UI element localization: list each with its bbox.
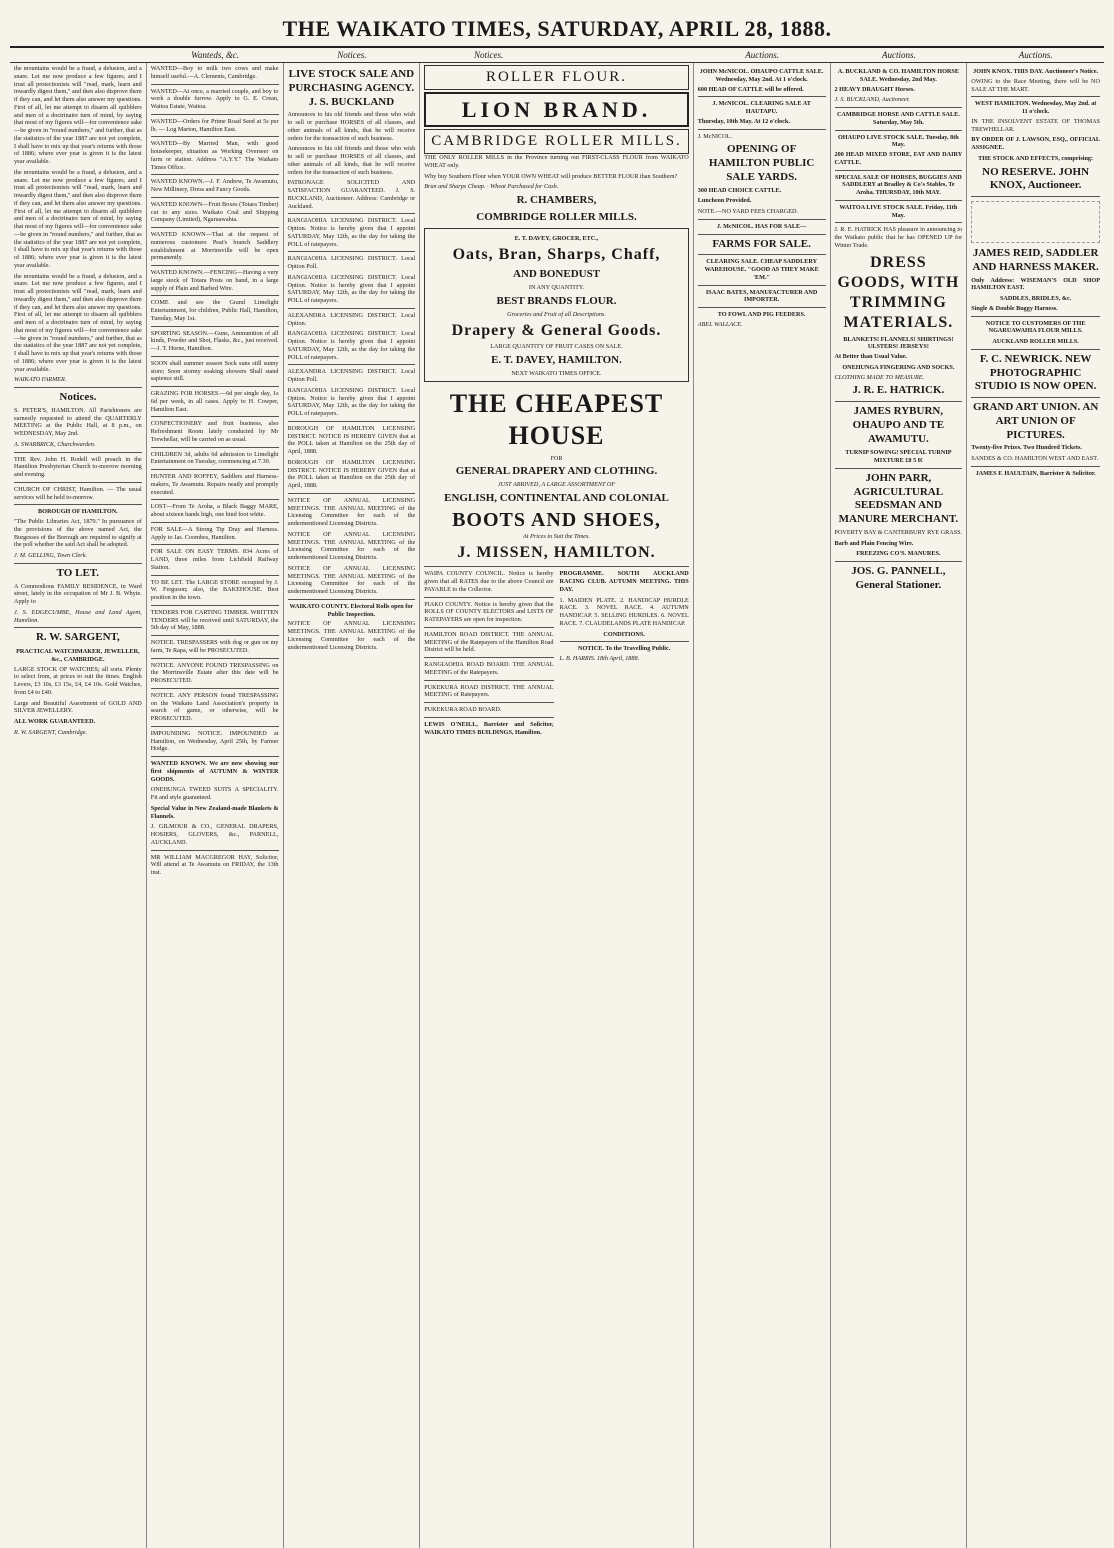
column-4-5 [420, 63, 694, 1548]
auction: ISAAC BATES, MANUFACTURER AND IMPORTER. [705, 288, 818, 304]
notice: CHURCH OF CHRIST, Hamilton. — The usual services will be held to-morrow. [14, 485, 142, 501]
eng-line: ENGLISH, CONTINENTAL AND COLONIAL [444, 491, 669, 504]
lion-brand-title: LION BRAND. [424, 92, 689, 128]
auction: At Better than Usual Value. [834, 353, 908, 360]
groceries-line: Groceries and Fruit of all Descriptions. [507, 310, 606, 318]
auction: J. R. E. HATRICK. [852, 384, 945, 397]
auction: CLOTHING MADE TO MEASURE. [834, 373, 925, 381]
classified-ad: FOR SALE ON EASY TERMS. 834 Acres of LAND, three miles from Lichfield Railway Station. [150, 548, 279, 571]
notice-heading: LIVE STOCK SALE AND PURCHASING AGENCY. J. S. BUCKLAND [288, 68, 415, 108]
notice: LARGE STOCK OF WATCHES; all sorts. Plenty to select from, at prices to suit the times. English Levers, £3 10s, £3 15s, £4, £4 10s. Gold Watches, from £4 to £40. [14, 665, 142, 696]
classified-ad: NOTICE. ANY PERSON found TRESPASSING on the Waikato Land Association's property in search of game, or otherwise, will be PROSECUTED. [150, 691, 279, 722]
auction: JAMES REID, SADDLER AND HARNESS MAKER. [972, 247, 1099, 273]
auction: GRAND ART UNION. AN ART UNION OF PICTURES. [972, 401, 1099, 441]
notices-heading: Notices. [59, 391, 97, 403]
notice: "The Public Libraries Act, 1879." In pursuance of the provisions of the above named Act, the Burgesses of the Borough are required to signify at the poll whether the said Act shall be adopted. [14, 518, 142, 549]
classified-ad: COME and see the Grand Limelight Entertainment, for children, Public Hall, Hamilton, Tuesday, May 1st. [150, 299, 279, 322]
auction: JAMES RYBURN, OHAUPO AND TE AWAMUTU. [852, 405, 945, 445]
auction: TURNIP SOWING! SPECIAL TURNIP MIXTURE £8 5 0! [845, 449, 952, 464]
auction: 600 HEAD OF CATTLE will be offered. [697, 85, 804, 93]
auction: OWING to the Race Meeting, there will be NO SALE AT THE MART. [971, 77, 1100, 93]
auction: DRESS GOODS, WITH TRIMMING MATERIALS. [837, 253, 960, 331]
auction: IN THE INSOLVENT ESTATE OF THOMAS TREWHELLAR. [971, 117, 1100, 133]
classified-ad: CHILDREN 3d, adults 6d admission to Limelight Entertainment on Tuesday, commencing at 7.30. [150, 450, 279, 466]
col-header-7: Auctions. [882, 50, 916, 60]
notice: RANGIAOHIA LICENSING DISTRICT. Local Option. Notice is hereby given that I appoint SATURDAY, May 12th, as the day for taking the POLL of ratepayers. [287, 217, 416, 248]
classified-ad: FOR SALE—A Strong Tip Dray and Harness. Apply to Jas. Coombes, Hamilton. [150, 525, 279, 541]
notice-signature: A. SWARBRICK, Churchwarden. [14, 440, 96, 448]
auction: Single & Double Buggy Harness. [971, 304, 1058, 312]
notice: NOTICE OF ANNUAL LICENSING MEETINGS. THE ANNUAL MEETING of the Licensing Committee for each of the undermentioned Licensing Districts. [287, 620, 416, 651]
auction: OPENING OF HAMILTON PUBLIC SALE YARDS. [708, 143, 815, 183]
prices-line: At Prices to Suit the Times. [522, 532, 591, 540]
notice: NOTICE OF ANNUAL LICENSING MEETINGS. THE ANNUAL MEETING of the Licensing Committee for each of the undermentioned Licensing Districts. [287, 496, 416, 527]
auction: BLANKETS! FLANNELS! SHIRTINGS! ULSTERS! JERSEYS! [843, 335, 954, 351]
notice: RANGIAOHIA LICENSING DISTRICT. Local Option Poll. [287, 255, 416, 270]
lower-left [424, 570, 553, 739]
notice-heading: BOROUGH OF HAMILTON. [38, 508, 118, 516]
auction: Twenty-five Prizes. Two Hundred Tickets. [971, 444, 1082, 452]
notice: PUKEKURA ROAD DISTRICT. THE ANNUAL MEETING of Ratepayers. [424, 683, 554, 699]
auction: CLEARING SALE. CHEAP SADDLERY WAREHOUSE. "GOOD AS THEY MAKE 'EM." [704, 258, 819, 281]
article-text: the mountains would be a fraud, a delusion, and a snare. Let me now produce a few figures, and I trust all protectionists will "read, mark, learn and inwardly digest them," and then also disprove them if they can, and let them also answer my questions. First of all, let me attempt to disarm all quibblers and men of a doctrinaire turn of mind, by saying that most of my figures will—for convenience sake—be given in "round numbers," and further, that as the statistics of the year 1887 are not yet complete, I shall have to mix up that year's returns with those of 1886; where ever year is given it is the latest year available. [14, 168, 142, 269]
col-header-8: Auctions. [1018, 50, 1053, 60]
notice: ALEXANDRA LICENSING DISTRICT. Local Option. [287, 311, 416, 327]
auction: TO FOWL AND PIG FEEDERS. [717, 311, 806, 318]
auction: BY ORDER OF J. LAWSON, ESQ., OFFICIAL ASSIGNEE. [971, 136, 1100, 151]
notice: WAIPA COUNTY COUNCIL. Notice is hereby given that all RATES due to the above Council are PAYABLE to the Collector. [424, 570, 554, 593]
notice: A Commodious FAMILY RESIDENCE, in Ward street, lately in the occupation of Mr J. B. Whyte. Apply to [14, 582, 142, 605]
classified-ad: HUNTER AND ROFFEY, Saddlers and Harness-makers, Te Awamutu. Repairs neatly and promptly executed. [150, 473, 279, 496]
classified-ad: WANTED KNOWN.—J. F. Andrew, Te Awamutu, New Millinery, Dress and Fancy Goods. [150, 178, 279, 193]
auction: Barb and Plain Fencing Wire. [834, 539, 914, 547]
article-signoff: WAIKATO FARMER. [14, 376, 67, 384]
auction: ABEL WALLACE. [697, 320, 743, 328]
racing-races: 1. MAIDEN PLATE. 2. HANDICAP HURDLE RACE. 3. NOVEL RACE. 4. AUTUMN HANDICAP. 5. SELLING HURDLES. 6. NOVEL RACE. 7. CLAUDELANDS PLATE HANDICAP. [559, 596, 689, 627]
col-header-3: Notices. [337, 50, 367, 60]
auction: 2 HEAVY DRAUGHT Horses. [834, 85, 915, 93]
oats-line: Oats, Bran, Sharps, Chaff, [452, 246, 661, 264]
travel-notice: NOTICE. To the Travelling Public. [577, 645, 671, 653]
auction: SANDES & CO. HAMILTON WEST AND EAST. [971, 455, 1099, 462]
classified-ad: WANTED—At once, a married couple, and boy to work a double furrow. Apply to G. E. Crean, Waitoa Estate, Waitoa. [150, 87, 279, 110]
quantity-line: IN ANY QUANTITY. [528, 284, 585, 291]
col-header-4: Notices. [474, 50, 504, 60]
auction: JOHN PARR, AGRICULTURAL SEEDSMAN AND MANURE MERCHANT. [838, 471, 959, 525]
lower-notices [424, 570, 689, 739]
davey-ad [424, 228, 689, 382]
tolet-heading: TO LET. [56, 566, 100, 579]
auction: Only Address: WISEMAN'S OLD SHOP HAMILTON EAST. [971, 276, 1100, 292]
classified-ad: NOTICE. TRESPASSERS with dog or gun on my farm, Te Rapa, will be PROSECUTED. [150, 639, 279, 654]
classified-ad: Special Value in New Zealand-made Blankets & Flannels. [150, 804, 279, 820]
sargent-heading: R. W. SARGENT, [35, 631, 120, 644]
notice: Announces to his old friends and those who wish to sell or purchase HORSES of all classes, and other animals of all kinds, that he will receive orders for the transaction of such business. [287, 145, 416, 176]
notice: BOROUGH OF HAMILTON LICENSING DISTRICT. NOTICE IS HEREBY GIVEN that at the POLL taken at Hamilton on the 25th day of April, 1888. [287, 458, 416, 489]
classified-ad: CONFECTIONERY and fruit business, also Refreshment Room lately conducted by Mr Trewhellar, will be carried on as usual. [150, 420, 279, 443]
notice: BOROUGH OF HAMILTON LICENSING DISTRICT. NOTICE IS HEREBY GIVEN that at the POLL taken at Hamilton on the 25th day of April, 1888. [287, 424, 416, 455]
auction: THE STOCK AND EFFECTS, comprising: [978, 154, 1094, 162]
ad-text: Why buy Southern Flour when YOUR OWN WHEAT will produce BETTER FLOUR than Southern? [424, 172, 678, 180]
auction: NOTICE TO CUSTOMERS OF THE NGARUAWAHIA FLOUR MILLS. [985, 319, 1086, 335]
classified-ad: TO BE LET. The LARGE STORE occupied by J. W. Ferguson; also, the BAKEHOUSE. Best position in the town. [150, 578, 279, 601]
classified-ad: WANTED KNOWN. We are now showing our first shipments of AUTUMN & WINTER GOODS. [150, 760, 279, 783]
auction: SADDLES, BRIDLES, &c. [999, 295, 1072, 302]
auction: ONEHUNGA FINGERING AND SOCKS. [842, 363, 955, 371]
classified-ad: SPORTING SEASON.—Guns, Ammunition of all kinds, Powder and Shot, Flasks, &c., just received.—J. T. Horne, Hamilton. [150, 329, 279, 352]
cheapest-house-title: THE CHEAPEST HOUSE [449, 388, 664, 450]
auction: JAMES F. HAULTAIN, Barrister & Solicitor. [975, 469, 1096, 477]
classified-ad: TENDERS FOR CARTING TIMBER. WRITTEN TENDERS will be received until SATURDAY, the 5th day of May, 1888. [150, 608, 279, 632]
auction: F. C. NEWRICK. NEW PHOTOGRAPHIC STUDIO IS NOW OPEN. [974, 352, 1097, 393]
notice: RANGIAOHIA LICENSING DISTRICT. Local Option. Notice is hereby given that I appoint SATURDAY, May 12th, as the day for taking the POLL of ratepayers. [287, 386, 416, 417]
auction: J. McNICOL. HAS FOR SALE— [716, 222, 807, 230]
travel-signature: L. B. HARRIS. 18th April, 1888. [559, 655, 640, 662]
classified-ad: SOON shall summer season Sock suns still sunny store; Soon stormy soaking showers Shall stand sapience still. [150, 359, 279, 383]
classified-ad: IMPOUNDING NOTICE. IMPOUNDED at Hamilton, on Wednesday, April 25th, by Farmer Hodge. [150, 729, 279, 753]
auction: WEST HAMILTON. Wednesday, May 2nd. at 11 o'clock. [974, 100, 1097, 115]
column-6 [694, 63, 831, 1548]
col-header-6: Auctions. [745, 50, 779, 60]
classified-ad: ONEHUNGA TWEED SUITS A SPECIALITY. Fit and style guaranteed. [150, 786, 279, 801]
davey-top: E. T. DAVEY, GROCER, ETC., [514, 234, 599, 242]
column-1 [10, 63, 147, 1548]
notice: S. PETER'S, HAMILTON. All Parishioners are earnestly requested to attend the QUARTERLY MEETING at the Public Hall, at 8 p.m., on WEDNESDAY, May 2nd. [14, 406, 142, 437]
for-line: FOR [550, 454, 563, 462]
racing-programme: PROGRAMME. SOUTH AUCKLAND RACING CLUB. AUTUMN MEETING. THIS DAY. [559, 570, 689, 593]
classified-ad: WANTED—Orders for Prime Road Seed at 5s per lb. — Log Marton, Hamilton East. [150, 117, 279, 133]
article-text: the mountains would be a fraud, a delusion, and a snare. Let me now produce a few figures, and I trust all protectionists will "read, mark, learn and inwardly digest them," and then also disprove them if they can, and let them also answer my questions. First of all, let me attempt to disarm all quibblers and men of a doctrinaire turn of mind, by saying that most of my figures will—for convenience sake—be given in "round numbers," and further, that as the statistics of the year 1887 are not yet complete, I shall have to mix up that year's returns with those of 1886; where ever year is given it is the latest year available. [14, 272, 142, 373]
auction: NO RESERVE. JOHN KNOX, Auctioneer. [982, 165, 1090, 192]
auction: OHAUPO LIVE STOCK SALE. Tuesday, 8th May. [837, 133, 959, 149]
column-8 [967, 63, 1104, 1548]
auction: FARMS FOR SALE. [712, 237, 811, 250]
notice: RANGIAOHIA ROAD BOARD. THE ANNUAL MEETING of the Ratepayers. [424, 661, 554, 676]
notice: HAMILTON ROAD DISTRICT. THE ANNUAL MEETING of the Ratepayers of the Hamilton Road District will be held. [424, 630, 554, 654]
notice: NOTICE OF ANNUAL LICENSING MEETINGS. THE ANNUAL MEETING of the Licensing Committee for each of the undermentioned Licensing Districts. [287, 530, 416, 561]
auction: CAMBRIDGE HORSE AND CATTLE SALE. Saturday, May 5th. [836, 111, 960, 126]
auction: Thursday, 10th May. At 12 o'clock. [697, 117, 790, 125]
column-2 [147, 63, 284, 1548]
notice: Announces to his old friends and those who wish to sell or purchase HORSES of all classes, and other animals of all kinds, that he will receive orders for the transaction of such business. [287, 111, 416, 142]
auction: NOTE.—NO YARD FEES CHARGED. [697, 208, 799, 215]
classified-ad: GRAZING FOR HORSES.—6d per single day, 1s 6d per week, in all cases. Apply to H. Cowper, Hamilton East. [150, 390, 279, 413]
notice-signature: R. W. SARGENT, Cambridge. [14, 728, 88, 736]
columns [10, 63, 1104, 1548]
auction: JOHN McNICOL. OHAUPO CATTLE SALE. Wednesday, May 2nd. At 1 o'clock. [699, 68, 824, 83]
classified-ad: LOST—From Te Aroha, a Black Baggy MARE, about sixteen hands high, one hind foot white. [150, 503, 279, 518]
notice: PUKEKURA ROAD BOARD. [424, 706, 502, 713]
classified-ad: WANTED—Boy to milk two cows and make himself useful.—A. Clements, Cambridge. [150, 65, 279, 80]
column-7 [831, 63, 968, 1548]
notice: THE Rev. John H. Rodell will preach in the Hamilton Presbyterian Church to-morrow morning and evening. [14, 455, 142, 478]
auction: JOHN KNOX. THIS DAY. Auctioneer's Notice. [973, 68, 1099, 75]
auction: SPECIAL SALE OF HORSES, BUGGIES AND SADDLERY at Bradley & Co's Stables, Te Aroha. THURSDAY, 10th MAY. [835, 173, 962, 196]
auction: FREEZING CO'S. MANURES. [856, 550, 941, 558]
classified-ad: WANTED—By Married Man, with good housekeeper, situation as Working Overseer on farm or station. Address "A.Y.Y." The Waikato Times Office. [150, 140, 279, 171]
mills-name: COMBRIDGE ROLLER MILLS. [476, 210, 637, 223]
mills-title: CAMBRIDGE ROLLER MILLS. [424, 129, 689, 154]
missen-name: J. MISSEN, HAMILTON. [457, 544, 656, 562]
conditions-heading: CONDITIONS. [603, 630, 645, 638]
auction: J. McNICOL. [697, 132, 732, 140]
davey-name: E. T. DAVEY, HAMILTON. [491, 354, 622, 366]
notice: RANGIAOHIA LICENSING DISTRICT. Local Option. Notice is hereby given that I appoint SATURDAY, May 12th, as the day for taking the POLL of ratepayers. [287, 273, 416, 304]
notice: PIAKO COUNTY. Notice is hereby given that the ROLLS OF COUNTY ELECTORS and LISTS OF RATEPAYERS are open for inspection. [424, 600, 554, 623]
classified-ad: MR WILLIAM MACGREGOR HAY, Solicitor, Will attend at Te Awamutu on FRIDAY, the 13th inst. [150, 853, 279, 876]
sargent-sub: PRACTICAL WATCHMAKER, JEWELLER, &c., CAMBRIDGE. [16, 648, 140, 663]
next-line: NEXT WAIKATO TIMES OFFICE. [511, 369, 602, 377]
masthead: THE WAIKATO TIMES, SATURDAY, APRIL 28, 1888. [10, 6, 1104, 48]
classified-ad: WANTED KNOWN—Fruit Boxes (Totara Timber) cut to any sizes. Waikato Coal and Shipping Company (Limited), Ngaruawahia. [150, 200, 279, 224]
notice: PATRONAGE SOLICITED AND SATISFACTION GUARANTEED. J. S. BUCKLAND, Auctioneer. Address: Cambridge or Auckland. [287, 179, 416, 210]
auction: Luncheon Provided. [697, 197, 752, 205]
ad-text: THE ONLY ROLLER MILLS in the Province turning out FIRST-CLASS FLOUR from WAIKATO WHEAT only. [424, 154, 689, 169]
notice: RANGIAOHIA LICENSING DISTRICT. Local Option. Notice is hereby given that I appoint SATURDAY, May 12th, as the day for taking the POLL of ratepayers. [287, 330, 416, 361]
bonedust-line: AND BONEDUST [512, 268, 601, 281]
notice: LEWIS O'NEILL, Barrister and Solicitor, WAIKATO TIMES BUILDINGS, Hamilton. [424, 720, 554, 736]
auction: 300 HEAD CHOICE CATTLE. [697, 186, 782, 194]
ad-text: Bran and Sharps Cheap. · Wheat Purchased for Cash. [424, 183, 559, 191]
drapery-line: Drapery & General Goods. [451, 322, 662, 340]
notice: NOTICE OF ANNUAL LICENSING MEETINGS. THE ANNUAL MEETING of the Licensing Committee for each of the undermentioned Licensing Districts. [287, 564, 416, 595]
notice: Large and Beautiful Assortment of GOLD AND SILVER JEWELLERY. [14, 699, 142, 715]
general-line: GENERAL DRAPERY AND CLOTHING. [455, 465, 658, 478]
notice: ALEXANDRA LICENSING DISTRICT. Local Option Poll. [287, 368, 416, 383]
auction: J. S. BUCKLAND, Auctioneer. [834, 96, 910, 104]
auction: POVERTY BAY & CANTERBURY RYE GRASS. [834, 528, 963, 536]
col-header-1 [10, 48, 147, 62]
saddle-engraving [971, 201, 1100, 243]
auction: WAITOA LIVE STOCK SALE. Friday, 11th May. [839, 203, 958, 219]
col-header-2: Wanteds, &c. [191, 50, 240, 60]
auction: J. R. E. HATRICK HAS pleasure in announcing to the Waikato public that he has OPENED UP for Winter Trade. [834, 226, 963, 249]
fruit-line: LARGE QUANTITY OF FRUIT CASES ON SALE. [490, 343, 623, 351]
auction: A. BUCKLAND & CO. HAMILTON HORSE SALE. Wednesday, 2nd May. [837, 68, 959, 83]
arrived-line: JUST ARRIVED, A LARGE ASSORTMENT OF [497, 481, 616, 488]
notice-signature: J. S. EDGECUMBE, House and Land Agent, Hamilton. [14, 608, 142, 624]
classified-ad: WANTED KNOWN—That at the request of numerous customers Peat's branch Saddlery establishment at Morrinsville will be open permanently. [150, 231, 279, 262]
auction: JOS. G. PANNELL, General Stationer. [851, 565, 946, 591]
classified-ad: NOTICE. ANYONE FOUND TRESPASSING on the Morrinsville Estate after this date will be PROSECUTED. [150, 661, 279, 684]
auction: 200 HEAD MIXED STORE, FAT AND DAIRY CATTLE. [834, 151, 963, 166]
lower-right [560, 570, 689, 739]
classified-ad: WANTED KNOWN.—FENCING—Having a very large stock of Totara Posts on hand, in a large supply of Plain and Barbed Wire. [150, 269, 279, 292]
col-header-5 [557, 48, 694, 62]
notice: ALL WORK GUARANTEED. [14, 718, 96, 725]
notice-heading: WAIKATO COUNTY. Electoral Rolls open for Public Inspection. [289, 602, 414, 618]
column-headers [10, 48, 1104, 63]
chambers-name: R. CHAMBERS, [516, 194, 597, 206]
notice-signature: J. M. GELLING, Town Clerk. [14, 552, 87, 559]
auction: J. McNICOL. CLEARING SALE AT HAUTAPU. [712, 100, 811, 115]
classified-ad: J. GILMOUR & CO., GENERAL DRAPERS, HOSIERS, GLOVERS, &c., PARNELL, AUCKLAND. [150, 823, 279, 846]
article-text: the mountains would be a fraud, a delusion, and a snare. Let me now produce a few figures, and I trust all protectionists will "read, mark, learn and inwardly digest them," and then also disprove them if they can, and let them also answer my questions. First of all, let me attempt to disarm all quibblers and men of a doctrinaire turn of mind, by saying that most of my figures will—for convenience sake—be given in "round numbers," and further, that as the statistics of the year 1887 are not yet complete, I shall have to mix up that year's returns with those of 1886; where ever year is given it is the latest year available. [14, 65, 142, 165]
column-3 [284, 63, 421, 1548]
boots-title: BOOTS AND SHOES, [452, 508, 661, 531]
auction: AUCKLAND ROLLER MILLS. [992, 338, 1079, 345]
roller-flour-title: ROLLER FLOUR. [424, 65, 689, 90]
brands-line: BEST BRANDS FLOUR. [496, 294, 617, 307]
